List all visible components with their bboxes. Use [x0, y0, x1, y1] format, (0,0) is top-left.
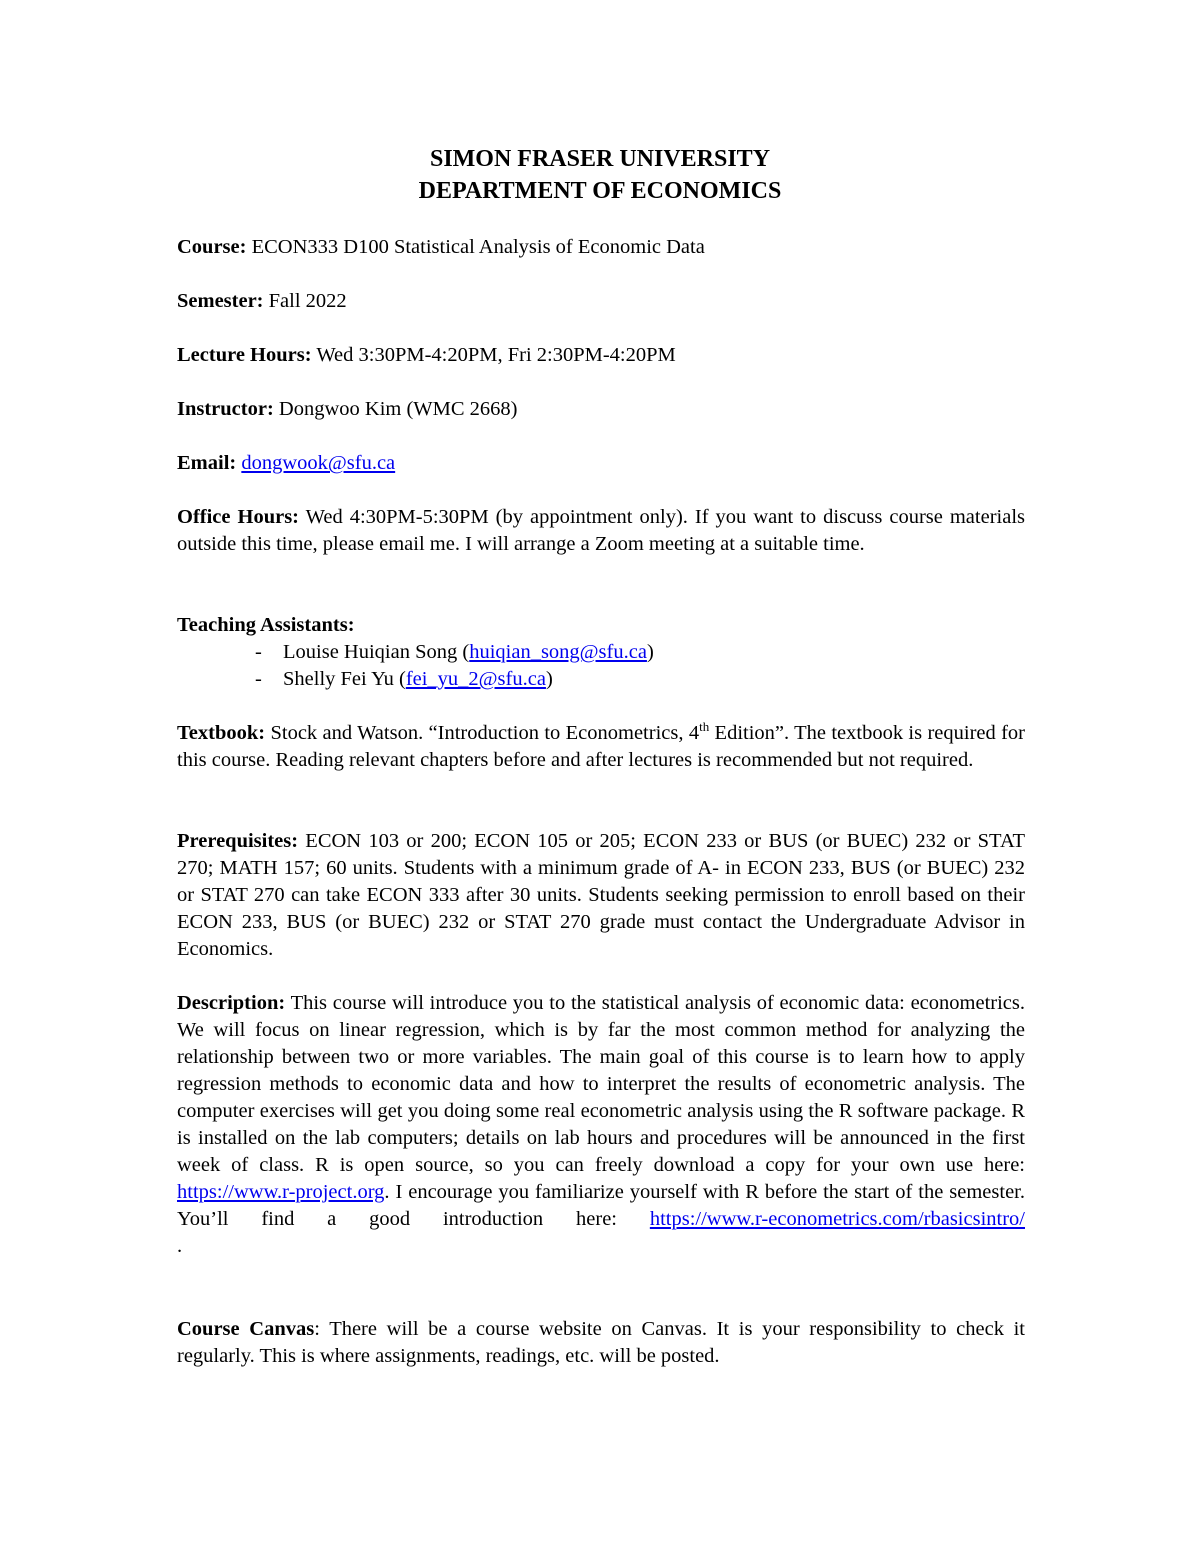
instructor-line: [177, 396, 1025, 423]
ta-close-paren: ): [646, 641, 654, 663]
list-dash: -: [255, 668, 262, 690]
textbook-text-before: Stock and Watson. “Introduction to Econometrics, 4: [270, 722, 700, 744]
textbook-label: Textbook:: [177, 722, 266, 744]
prerequisites-label: Prerequisites:: [177, 830, 299, 852]
prerequisites-text: ECON 103 or 200; ECON 105 or 205; ECON 233 or BUS (or BUEC) 232 or STAT 270; MATH 157; 60 units. Students with a minimum grade of A- in ECON 233, BUS (or BUEC) 232 or STAT 270 can take ECON 333 after 30 units. Students seeking permission to enroll based on their ECON 233, BUS (or BUEC) 232 or STAT 270 grade must contact the Undergraduate Advisor in Economics.: [177, 830, 1025, 960]
course-label: Course:: [177, 236, 247, 258]
ta-email-link[interactable]: huiqian_song@sfu.ca: [469, 641, 647, 663]
lecture-hours-value: Wed 3:30PM-4:20PM, Fri 2:30PM-4:20PM: [316, 344, 676, 366]
course-canvas-text: : There will be a course website on Canvas. It is your responsibility to check it regularly. This is where assignments, readings, etc. will be posted.: [177, 1318, 1025, 1367]
semester-line: [177, 288, 1025, 315]
ta-email-link[interactable]: fei_yu_2@sfu.ca: [405, 668, 546, 690]
semester-label: Semester:: [177, 290, 264, 312]
description-paragraph: [177, 990, 1025, 1260]
textbook-edition-superscript: th: [699, 719, 710, 735]
description-main: [177, 990, 1025, 1233]
department-title: DEPARTMENT OF ECONOMICS: [418, 178, 782, 204]
lecture-hours-line: [177, 342, 1025, 369]
teaching-assistants-label: Teaching Assistants:: [177, 614, 355, 636]
description-label: Description:: [177, 992, 286, 1014]
description-end: [177, 1233, 1025, 1260]
description-text: This course will introduce you to the statistical analysis of economic data: econometrics. We will focus on linear regression, which is by far the most common method for analyzing the relationship between two or more variables. The main goal of this course is to learn how to apply regression methods to economic data and how to interpret the results of econometric analysis. The computer exercises will get you doing some real econometric analysis using the R software package. R is installed on the lab computers; details on lab hours and procedures will be announced in the first week of class. R is open source, so you can freely download a copy for your own use here:: [177, 992, 1025, 1176]
description-end-text: .: [177, 1235, 183, 1257]
ta-close-paren: ): [545, 668, 553, 690]
teaching-assistants-heading: [177, 612, 1025, 639]
r-econometrics-link[interactable]: https://www.r-econometrics.com/rbasicsintro/: [649, 1208, 1025, 1230]
office-hours-paragraph: [177, 504, 1025, 558]
office-hours-label: Office Hours:: [177, 506, 299, 528]
email-line: [177, 450, 1025, 477]
description-text-2: . I encourage you familiarize yourself with R before the start of the semester. You’ll find a good introduction here:: [177, 1181, 1025, 1230]
list-dash: -: [255, 641, 262, 663]
university-title: SIMON FRASER UNIVERSITY: [429, 146, 771, 172]
email-link[interactable]: dongwook@sfu.ca: [241, 452, 396, 474]
semester-value: Fall 2022: [268, 290, 347, 312]
ta-list-item: [255, 666, 553, 693]
office-hours-text: Wed 4:30PM-5:30PM (by appointment only). If you want to discuss course materials outside this time, please email me. I will arrange a Zoom meeting at a suitable time.: [177, 506, 1025, 555]
course-line: [177, 234, 1025, 261]
r-project-link[interactable]: https://www.r-project.org: [177, 1181, 385, 1203]
prerequisites-paragraph: [177, 828, 1025, 963]
textbook-text-after: Edition”. The textbook is required for this course. Reading relevant chapters before and after lectures is recommended but not required.: [177, 722, 1026, 771]
textbook-paragraph: [177, 720, 1025, 774]
course-canvas-label: Course Canvas: [177, 1318, 315, 1340]
ta-name: Louise Huiqian Song (: [283, 641, 470, 663]
course-value: ECON333 D100 Statistical Analysis of Economic Data: [251, 236, 705, 258]
ta-name: Shelly Fei Yu (: [283, 668, 406, 690]
instructor-label: Instructor:: [177, 398, 274, 420]
lecture-hours-label: Lecture Hours:: [177, 344, 312, 366]
ta-list-item: [255, 639, 654, 666]
course-canvas-paragraph: [177, 1316, 1025, 1370]
email-label: Email:: [177, 452, 237, 474]
instructor-value: Dongwoo Kim (WMC 2668): [278, 398, 518, 420]
